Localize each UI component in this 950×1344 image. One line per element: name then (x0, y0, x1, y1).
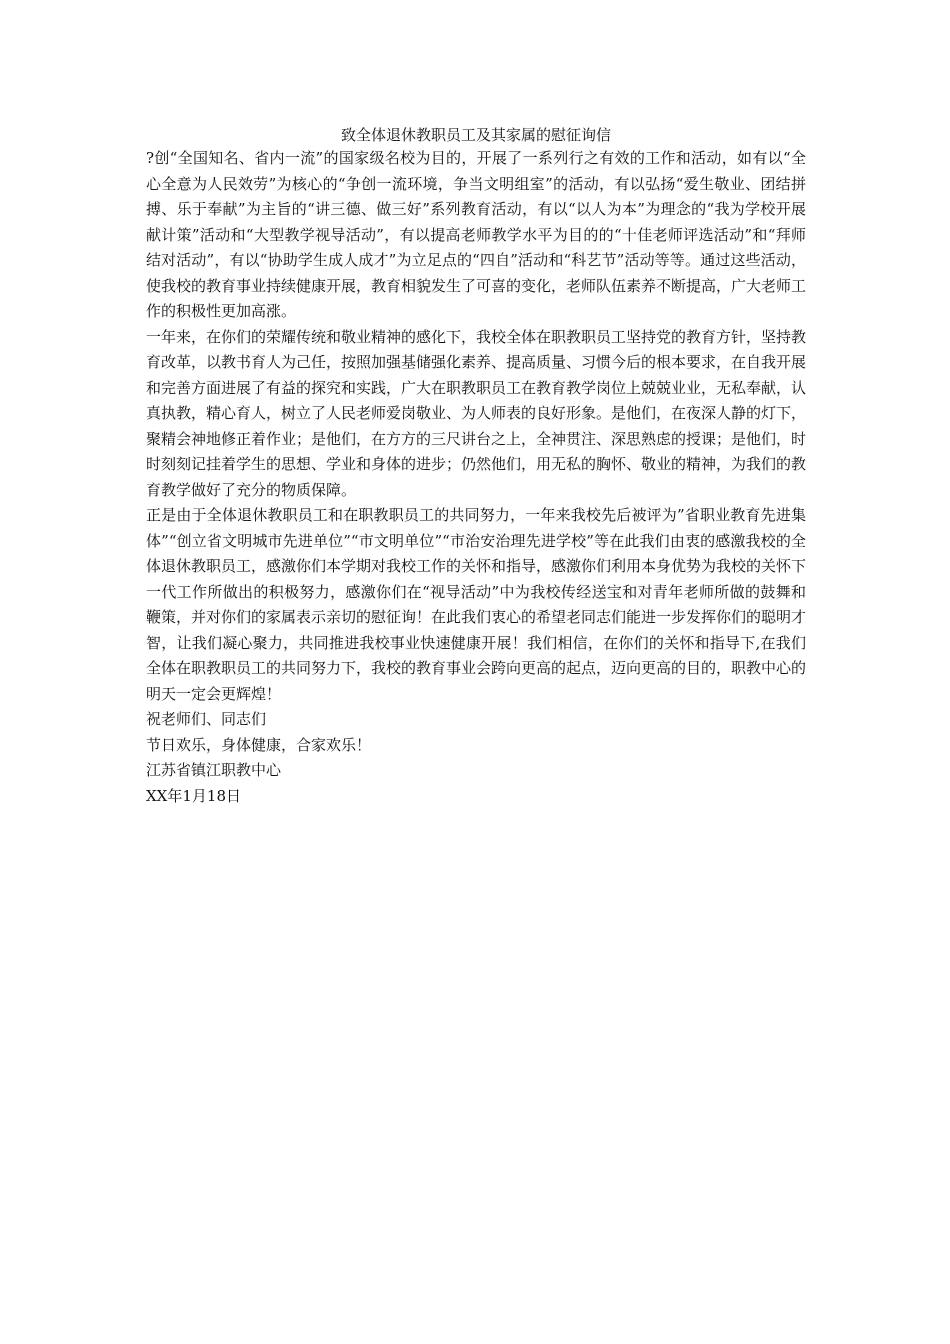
closing-wish: 节日欢乐，身体健康，合家欢乐！ (146, 735, 372, 754)
body-paragraph-2: 一年来，在你们的荣耀传统和敬业精神的感化下，我校全体在职教职员工坚持党的教育方针，坚持教育改革，以教书育人为己任，按照加强基储强化素养、提高质量、习惯今后的根本要求，在自我开展和完善方面进展了有益的探究和实践，广大在职教职员工在教育教学岗位上兢兢业业，无私奉献，认真执教，精心育人，树立了人民老师爱岗敬业、为人师表的良好形象。是他们，在夜深人静的灯下，聚精会神地修正着作业；是他们，在方方的三尺讲台之上，全神贯注、深思熟虑的授课；是他们，时时刻刻记挂着学生的思想、学业和身体的进步；仍然他们，用无私的胸怀、敬业的精神，为我们的教育教学做好了充分的物质保障。 (146, 327, 807, 499)
body-paragraph-1: ?创“全国知名、省内一流”的国家级名校为目的，开展了一系列行之有效的工作和活动，如有以“全心全意为人民效劳”为核心的“争创一流环境，争当文明组室”的活动，有以弘扬“爱生敬业、团结拼搏、乐于奉献”为主旨的“讲三德、做三好”系列教育活动，有以“以人为本”为理念的“我为学校开展献计策”活动和“大型教学视导活动”，有以提高老师教学水平为目的的“十佳老师评选活动”和“拜师结对活动”，有以“协助学生成人成才”为立足点的“四自”活动和“科艺节”活动等等。通过这些活动，使我校的教育事业持续健康开展，教育相貌发生了可喜的变化，老师队伍素养不断提高，广大老师工作的积极性更加高涨。 (146, 149, 807, 320)
closing-greeting: 祝老师们、同志们 (146, 710, 267, 728)
document-page (146, 124, 806, 809)
document-title: 致全体退休教职员工及其家属的慰征询信 (340, 126, 611, 144)
letter-date: XX年1月18日 (146, 786, 241, 805)
sender-name: 江苏省镇江职教中心 (146, 761, 282, 779)
body-paragraph-3: 正是由于全体退休教职员工和在职教职员工的共同努力，一年来我校先后被评为”省职业教育先进集体”“创立省文明城市先进单位”“市文明单位”“市治安治理先进学校”等在此我们由衷的感激我校的全体退休教职员工，感激你们本学期对我校工作的关怀和指导，感激你们利用本身优势为我校的关怀下一代工作所做出的积极努力，感激你们在“视导活动”中为我校传经送宝和对青年老师所做的鼓舞和鞭策，并对你们的家属表示亲切的慰征询！在此我们衷心的希望老同志们能进一步发挥你们的聪明才智，让我们凝心聚力，共同推进我校事业快速健康开展！我们相信，在你们的关怀和指导下,在我们全体在职教职员工的共同努力下，我校的教育事业会跨向更高的起点，迈向更高的目的，职教中心的明天一定会更辉煌！ (146, 506, 807, 703)
